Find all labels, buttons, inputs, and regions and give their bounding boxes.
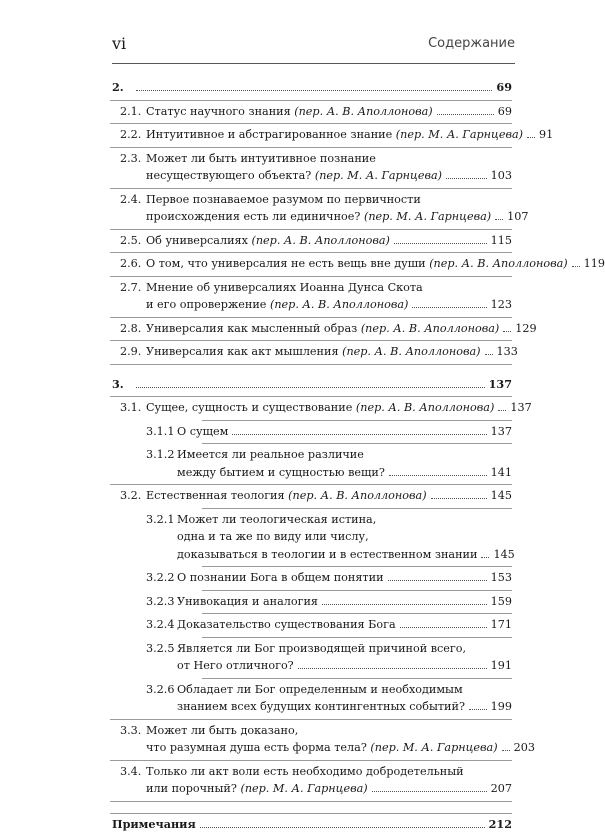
toc-entry-number: 3.3. (120, 723, 142, 737)
toc-subentry-title (177, 616, 396, 633)
translator-credit: (пер. М. А. Гарнцева) (314, 169, 443, 182)
toc-entry-page: 145 (490, 489, 512, 502)
translator-credit: (пер. А. В. Аполлонова) (429, 257, 568, 270)
page-number: vi (112, 34, 127, 53)
toc-entry-title-line (146, 780, 512, 797)
toc-entry-title-line (146, 487, 512, 504)
toc-entry-title-line (146, 399, 532, 416)
dot-leader (298, 668, 487, 669)
translator-credit: (пер. А. В. Аполлонова) (294, 104, 433, 118)
toc-entry-title-line (146, 191, 512, 208)
dot-leader (485, 354, 493, 355)
toc-subentry-page: 153 (490, 571, 512, 584)
toc-subentry-title-text: О сущем (177, 424, 229, 438)
toc-entry-title-text: что разумная душа есть форма тела? (146, 741, 367, 754)
toc-entry-title-text: Универсалия как акт мышления (146, 345, 339, 358)
dot-leader (527, 137, 535, 138)
toc-entry-page: 119 (583, 257, 605, 270)
toc-entry-title-text: Сущее, сущность и существование (146, 401, 353, 414)
toc-entry-title (146, 343, 481, 360)
toc-entry[interactable] (120, 320, 537, 338)
toc-subentry-title-line (177, 569, 512, 586)
translator-credit: (пер. М. А. Гарнцева) (370, 741, 498, 754)
toc-subentry-title (177, 698, 465, 715)
toc-entry-title-line (146, 763, 512, 780)
separator-rule (110, 252, 512, 253)
dot-leader (232, 434, 486, 435)
toc-subentry-title-text: О познании Бога в общем понятии (177, 571, 384, 584)
toc-entry-page: 129 (515, 321, 537, 335)
separator-rule (202, 443, 512, 444)
toc-entry-title-line (146, 739, 535, 756)
section-heading-title-line (132, 376, 512, 393)
toc-subentry[interactable] (146, 593, 512, 611)
toc-entry-title-line (146, 232, 512, 249)
separator-rule (110, 100, 512, 101)
toc-entry-title-text: несуществующего объекта? (146, 169, 312, 182)
notes-page: 212 (488, 816, 512, 831)
toc-entry-page: 133 (496, 345, 518, 358)
toc-subentry-title (177, 423, 228, 440)
toc-entry-title-text: Статус научного знания (146, 104, 291, 118)
toc-entry-title (146, 232, 390, 249)
toc-entry-title-text: Об универсалиях (146, 233, 248, 247)
toc-entry-title-line (146, 320, 537, 337)
section-heading-title-line (132, 79, 512, 96)
separator-rule (202, 613, 512, 614)
toc-entry-page: 107 (507, 210, 529, 223)
toc-subentry-page: 145 (493, 547, 515, 561)
translator-credit: (пер. М. А. Гарнцева) (240, 782, 368, 795)
toc-entry-title-line (146, 296, 512, 313)
toc-entry-page: 91 (539, 128, 554, 141)
separator-rule (202, 420, 512, 421)
toc-entry[interactable] (120, 399, 532, 417)
toc-entry-number: 2.8. (120, 321, 142, 335)
toc-subentry-title-line (177, 423, 512, 440)
toc-entry-number: 2.2. (120, 128, 142, 141)
separator-rule (110, 276, 512, 277)
toc-subentry-title-text: доказываться в теологии и в естественном знании (177, 547, 478, 561)
translator-credit: (пер. М. А. Гарнцева) (363, 210, 492, 223)
translator-credit: (пер. М. А. Гарнцева) (395, 128, 523, 141)
toc-entry-title (146, 103, 433, 120)
toc-entry[interactable] (120, 722, 535, 757)
toc-entry-page: 69 (497, 104, 512, 118)
toc-entry-title (146, 739, 498, 756)
toc-subentry-page: 171 (490, 618, 512, 631)
toc-subentry-title: Имеется ли реальное различие (177, 448, 364, 461)
dot-leader (503, 331, 511, 332)
translator-credit: (пер. А. В. Аполлонова) (269, 298, 409, 311)
dot-leader (502, 750, 510, 751)
separator-rule (110, 760, 512, 761)
toc-entry-number: 3.2. (120, 489, 142, 502)
separator-rule (110, 813, 512, 814)
toc-subentry-page: 159 (490, 594, 512, 608)
dot-leader (498, 410, 506, 411)
toc-entry-title-line (146, 343, 518, 360)
toc-entry-title (146, 208, 491, 225)
separator-rule (202, 637, 512, 638)
section-heading-page: 137 (488, 376, 512, 391)
toc-subentry[interactable] (146, 423, 512, 441)
toc-subentry[interactable] (146, 616, 512, 634)
toc-entry[interactable] (120, 487, 512, 505)
separator-rule (110, 484, 512, 485)
toc-entry-title-text: происхождения есть ли единичное? (146, 210, 361, 223)
toc-entry-title: Первое познаваемое разумом по первичности (146, 192, 421, 206)
toc-entry-title-line (146, 126, 554, 143)
toc-entry[interactable] (120, 150, 512, 185)
toc-entry-number: 2.6. (120, 257, 142, 270)
separator-rule (202, 566, 512, 567)
toc-entry-number: 3.1. (120, 401, 142, 414)
toc-subentry-title (177, 546, 477, 563)
dot-leader (136, 90, 492, 91)
separator-rule (110, 340, 512, 341)
toc-entry[interactable] (120, 279, 512, 314)
toc-subentry[interactable] (146, 511, 515, 564)
separator-rule (202, 590, 512, 591)
toc-entry[interactable] (120, 191, 529, 226)
dot-leader (200, 827, 485, 828)
dot-leader (495, 219, 503, 220)
toc-entry[interactable] (120, 232, 512, 250)
notes-title-line (112, 816, 512, 833)
toc-entry-number: 2.7. (120, 280, 142, 294)
translator-credit: (пер. А. В. Аполлонова) (355, 401, 495, 414)
toc-entry-title (146, 780, 368, 797)
toc-entry-page: 103 (490, 169, 512, 182)
toc-entry-title-text: О том, что универсалия не есть вещь вне души (146, 257, 426, 270)
toc-entry-title-text: Универсалия как мысленный образ (146, 321, 358, 335)
toc-subentry-title (177, 593, 318, 610)
toc-subentry-title-line (177, 593, 512, 610)
toc-entry[interactable] (120, 763, 512, 798)
section-heading[interactable] (112, 79, 512, 97)
dot-leader (372, 791, 487, 792)
toc-subentry-title-line (177, 528, 512, 545)
translator-credit: (пер. А. В. Аполлонова) (251, 233, 390, 247)
toc-subentry-title-line (177, 616, 512, 633)
toc-subentry[interactable] (146, 446, 512, 481)
toc-entry-title (146, 399, 494, 416)
translator-credit: (пер. А. В. Аполлонова) (342, 345, 481, 358)
section-heading[interactable] (112, 376, 512, 394)
section-heading-number: 3. (112, 376, 124, 391)
section-heading-number: 2. (112, 80, 124, 94)
dot-leader (400, 627, 487, 628)
separator-rule (110, 229, 512, 230)
separator-rule (110, 123, 512, 124)
toc-entry-title (146, 167, 442, 184)
toc-subentry-title-line (177, 698, 512, 715)
separator-rule (110, 396, 512, 397)
toc-subentry-title-text: Унивокация и аналогия (177, 594, 318, 608)
separator-rule (110, 364, 512, 365)
toc-entry-title: Мнение об универсалиях Иоанна Дунса Скота (146, 280, 423, 294)
dot-leader (431, 498, 487, 499)
dot-leader (412, 307, 486, 308)
dot-leader (481, 557, 489, 558)
toc-entry-title-line (146, 103, 512, 120)
toc-subentry-title (177, 569, 384, 586)
toc-subentry[interactable] (146, 640, 512, 675)
toc-entry[interactable] (120, 343, 518, 361)
toc-subentry-title-line (177, 446, 512, 463)
toc-entry-title (146, 487, 427, 504)
toc-subentry-page: 191 (490, 659, 512, 672)
dot-leader (572, 266, 580, 267)
toc-entry[interactable] (120, 103, 512, 121)
separator-rule (202, 678, 512, 679)
toc-subentry-title: Может ли теологическая истина, (177, 512, 377, 526)
translator-credit: (пер. А. В. Аполлонова) (360, 321, 500, 335)
toc-entry-number: 2.3. (120, 151, 142, 165)
toc-entry-title: Только ли акт воли есть необходимо добродетельный (146, 764, 464, 778)
toc-entry-title-text: и его опровержение (146, 298, 267, 311)
toc-subentry-title (177, 657, 294, 674)
toc-subentry-page: 137 (490, 424, 512, 438)
toc-entry-number: 2.4. (120, 192, 142, 206)
separator-rule (110, 719, 512, 720)
toc-entry[interactable] (120, 126, 554, 144)
toc-entry-page: 123 (490, 298, 512, 311)
toc-entry-page: 203 (513, 741, 535, 754)
toc-subentry-title: Обладает ли Бог определенным и необходимым (177, 682, 463, 696)
toc-subentry-page: 141 (490, 465, 512, 479)
dot-leader (446, 178, 487, 179)
toc-subentry-title: Является ли Бог производящей причиной всего, (177, 641, 467, 655)
toc-entry-title-text: Интуитивное и абстрагированное знание (146, 128, 393, 141)
dot-leader (322, 604, 487, 605)
toc-entry[interactable] (120, 255, 605, 273)
toc-entry-title (146, 255, 568, 272)
toc-entry-title-text: Естественная теология (146, 489, 285, 502)
toc-subentry-title (177, 464, 385, 481)
toc-entry-number: 3.4. (120, 764, 142, 778)
toc-subentry-title-text: знанием всех будущих контингентных событий? (177, 700, 465, 713)
toc-entry-number: 2.1. (120, 104, 142, 118)
toc-subentry-title-text: от Него отличного? (177, 659, 294, 672)
toc-subentry-number: 3.2.3 (146, 594, 175, 608)
toc-subentry[interactable] (146, 569, 512, 587)
toc-subentry-number: 3.2.5 (146, 641, 175, 655)
translator-credit: (пер. А. В. Аполлонова) (288, 489, 427, 502)
toc-entry-title-line (146, 722, 512, 739)
toc-entry-number: 2.9. (120, 345, 142, 358)
toc-subentry-number: 3.1.2 (146, 448, 175, 461)
toc-subentry-number: 3.2.4 (146, 618, 175, 631)
toc-entry-title (146, 126, 523, 143)
toc-subentry-number: 3.2.6 (146, 682, 175, 696)
separator-rule (110, 317, 512, 318)
toc-subentry-title-line (177, 640, 512, 657)
toc-subentry-number: 3.1.1 (146, 424, 175, 438)
toc-subentry-title-line (177, 657, 512, 674)
toc-subentry-title-text: Доказательство существования Бога (177, 618, 396, 631)
running-title: Содержание (428, 36, 515, 51)
toc-subentry-title-line (177, 681, 512, 698)
dot-leader (394, 243, 487, 244)
separator-rule (110, 147, 512, 148)
dot-leader (136, 387, 485, 388)
toc-subentry-number: 3.2.1 (146, 512, 175, 526)
toc-subentry-title-line (177, 464, 512, 481)
toc-entry-title-line (146, 255, 605, 272)
notes-title: Примечания (112, 816, 196, 831)
toc-entry-title-line (146, 167, 512, 184)
section-heading-page: 69 (496, 80, 512, 94)
toc-entry-title: Может ли быть доказано, (146, 723, 299, 737)
toc-entry-title (146, 320, 499, 337)
toc-entry-title-text: или порочный? (146, 782, 237, 795)
toc-entry-title-line (146, 279, 512, 296)
toc-subentry[interactable] (146, 681, 512, 716)
separator-rule (110, 801, 512, 802)
toc-entry-page: 137 (510, 401, 532, 414)
toc-subentry-page: 199 (490, 700, 512, 713)
separator-rule (110, 188, 512, 189)
toc-entry-page: 115 (490, 233, 512, 247)
toc-entry-title-line (146, 150, 512, 167)
toc-subentry-title-text: между бытием и сущностью вещи? (177, 465, 385, 479)
toc-subentry-number: 3.2.2 (146, 571, 175, 584)
toc-entry-number: 2.5. (120, 233, 142, 247)
dot-leader (469, 709, 487, 710)
dot-leader (388, 580, 487, 581)
dot-leader (389, 475, 487, 476)
toc-entry-page: 207 (490, 782, 512, 795)
toc-entry-title: Может ли быть интуитивное познание (146, 151, 376, 165)
separator-rule (202, 508, 512, 509)
toc-subentry-title-line (177, 546, 515, 563)
toc-subentry-title: одна и та же по виду или числу, (177, 530, 369, 543)
toc-entry-title (146, 296, 408, 313)
toc-entry-title-line (146, 208, 529, 225)
dot-leader (437, 114, 494, 115)
toc-subentry-title-line (177, 511, 512, 528)
